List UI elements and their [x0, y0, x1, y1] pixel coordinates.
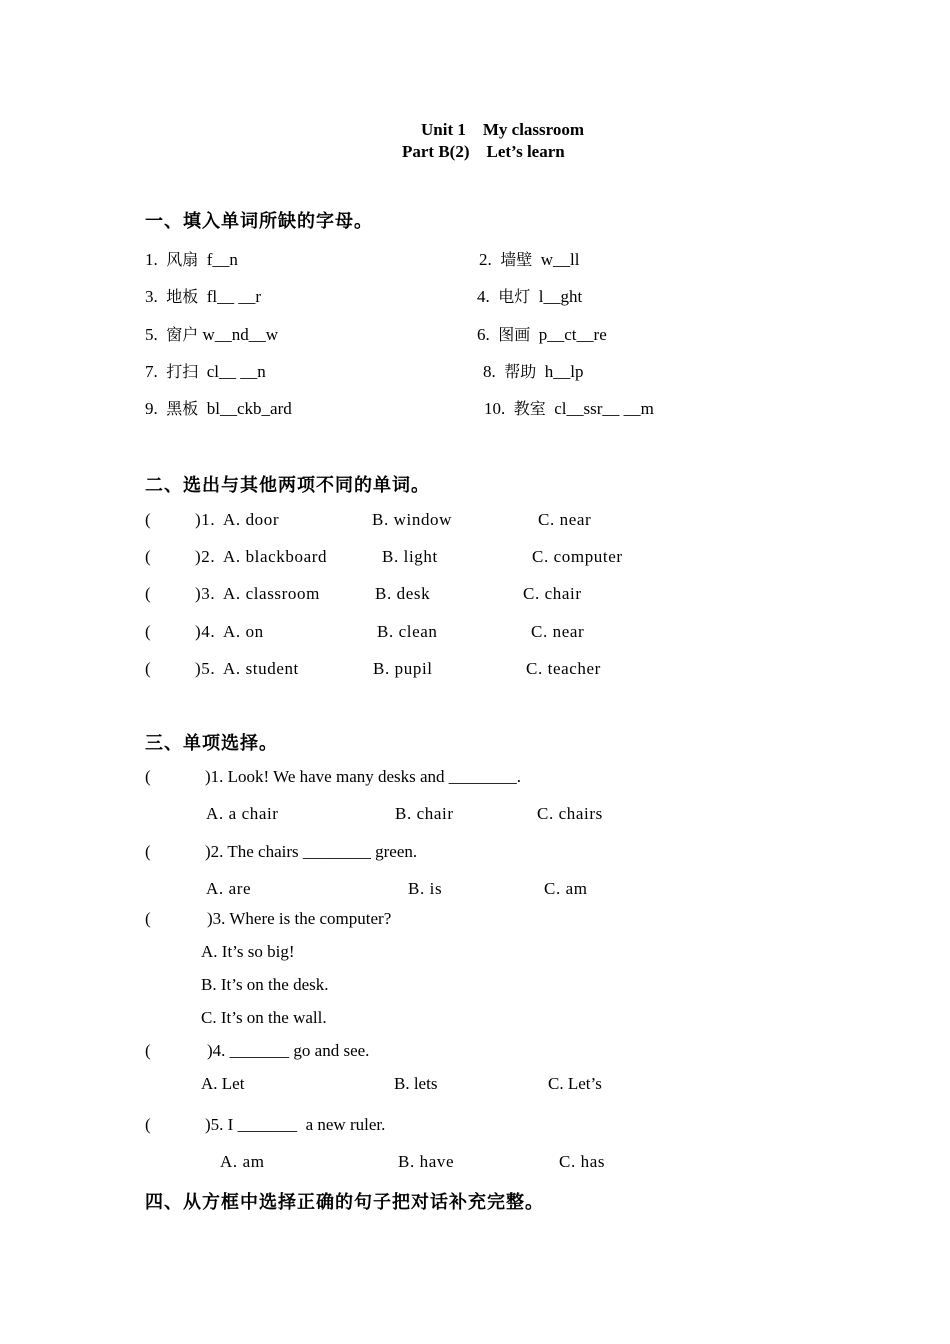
option-a: A. a chair [206, 804, 279, 823]
option-b: B. window [372, 510, 453, 529]
answer-bracket: ( [145, 547, 152, 566]
option-b: B. light [382, 547, 438, 566]
option-c: C. chairs [537, 804, 603, 823]
question-text: )3. Where is the computer? [207, 909, 392, 928]
question-number: )3. [195, 584, 216, 603]
option-a: A. am [220, 1152, 265, 1171]
section-3-heading: 三、单项选择。 [145, 733, 278, 754]
question-text: )5. I _______ a new ruler. [205, 1115, 386, 1134]
question-text: )1. Look! We have many desks and ________. [205, 767, 522, 786]
fill-item: 1. 风扇 f__n [145, 250, 238, 269]
option-a: A. classroom [223, 584, 320, 603]
fill-item: 10. 教室 cl__ssr__ __m [484, 399, 654, 418]
option-c: C. computer [532, 547, 623, 566]
option-b: B. have [398, 1152, 455, 1171]
page-title: Unit 1 My classroom [421, 120, 585, 139]
option-a: A. It’s so big! [201, 942, 295, 961]
option-c: C. near [538, 510, 592, 529]
fill-item: 9. 黑板 bl__ckb_ard [145, 399, 292, 418]
question-number: )4. [195, 622, 216, 641]
fill-item: 5. 窗户 w__nd__w [145, 325, 279, 344]
question-text: )2. The chairs ________ green. [205, 842, 418, 861]
answer-bracket: ( [145, 510, 152, 529]
answer-bracket: ( [145, 909, 151, 928]
section-4-heading: 四、从方框中选择正确的句子把对话补充完整。 [145, 1192, 544, 1213]
answer-bracket: ( [145, 659, 152, 678]
page-subtitle: Part B(2) Let’s learn [402, 142, 565, 161]
answer-bracket: ( [145, 842, 151, 861]
question-number: )1. [195, 510, 216, 529]
section-1-heading: 一、填入单词所缺的字母。 [145, 211, 373, 232]
option-a: A. student [223, 659, 299, 678]
fill-item: 4. 电灯 l__ght [477, 287, 583, 306]
option-b: B. pupil [373, 659, 433, 678]
answer-bracket: ( [145, 622, 152, 641]
option-c: C. teacher [526, 659, 601, 678]
option-c: C. near [531, 622, 585, 641]
option-b: B. lets [394, 1074, 438, 1093]
answer-bracket: ( [145, 767, 151, 786]
option-b: B. chair [395, 804, 454, 823]
question-text: )4. _______ go and see. [207, 1041, 370, 1060]
option-b: B. is [408, 879, 443, 898]
question-number: )5. [195, 659, 216, 678]
option-c: C. chair [523, 584, 582, 603]
option-c: C. has [559, 1152, 606, 1171]
fill-item: 8. 帮助 h__lp [483, 362, 584, 381]
option-c: C. am [544, 879, 588, 898]
option-b: B. It’s on the desk. [201, 975, 329, 994]
option-c: C. It’s on the wall. [201, 1008, 327, 1027]
option-b: B. clean [377, 622, 438, 641]
answer-bracket: ( [145, 584, 152, 603]
option-c: C. Let’s [548, 1074, 602, 1093]
section-2-heading: 二、选出与其他两项不同的单词。 [145, 475, 430, 496]
option-a: A. Let [201, 1074, 245, 1093]
fill-item: 2. 墙壁 w__ll [479, 250, 580, 269]
answer-bracket: ( [145, 1041, 151, 1060]
option-a: A. on [223, 622, 264, 641]
question-number: )2. [195, 547, 216, 566]
fill-item: 3. 地板 fl__ __r [145, 287, 262, 306]
fill-item: 6. 图画 p__ct__re [477, 325, 607, 344]
answer-bracket: ( [145, 1115, 151, 1134]
option-b: B. desk [375, 584, 431, 603]
fill-item: 7. 打扫 cl__ __n [145, 362, 266, 381]
option-a: A. door [223, 510, 280, 529]
option-a: A. blackboard [223, 547, 328, 566]
option-a: A. are [206, 879, 252, 898]
